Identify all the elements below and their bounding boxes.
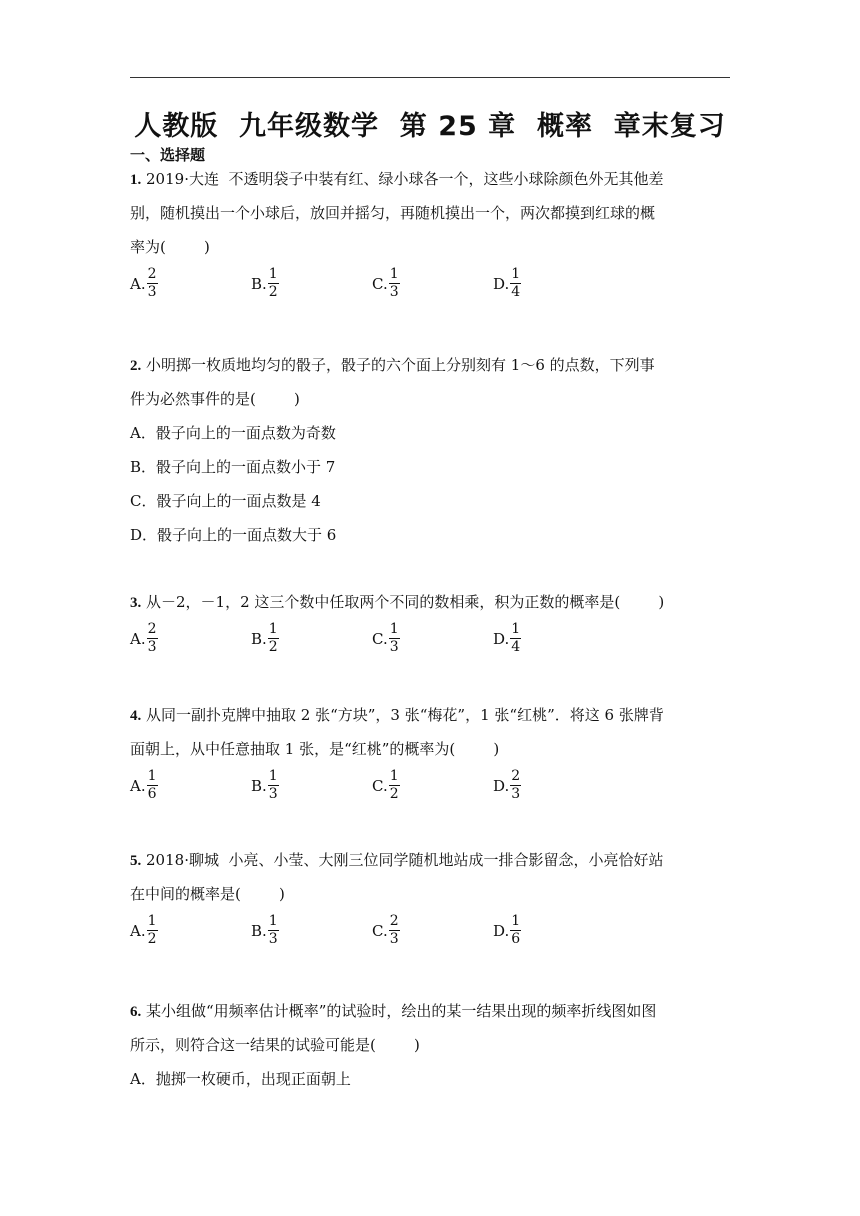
- section-heading: 一、选择题: [130, 146, 206, 164]
- fraction: $\frac{1}{2}$: [268, 621, 278, 655]
- question-5: [130, 843, 730, 959]
- option-a[interactable]: A．骰子向上的一面点数为奇数: [130, 424, 336, 442]
- fraction: $\frac{1}{3}$: [268, 913, 278, 947]
- question-3: [130, 585, 730, 667]
- option-d[interactable]: D. $\frac{1}{4}$: [493, 266, 521, 300]
- option-d[interactable]: D. $\frac{2}{3}$: [493, 768, 521, 802]
- question-4: [130, 698, 730, 814]
- question-line: 在中间的概率是( ): [130, 885, 285, 903]
- answer-options: [130, 913, 730, 959]
- fraction: $\frac{2}{3}$: [147, 621, 157, 655]
- answer-options: [130, 621, 730, 667]
- option-c[interactable]: C. $\frac{1}{2}$: [372, 768, 399, 802]
- option-a[interactable]: A. $\frac{2}{3}$: [130, 266, 157, 300]
- question-line: 2. 小明掷一枚质地均匀的骰子，骰子的六个面上分别刻有 1～6 的点数，下列事: [130, 356, 655, 374]
- answer-options: [130, 768, 730, 814]
- option-a[interactable]: A．抛掷一枚硬币，出现正面朝上: [130, 1070, 351, 1088]
- option-a[interactable]: A. $\frac{1}{2}$: [130, 913, 157, 947]
- fraction: $\frac{1}{4}$: [511, 266, 521, 300]
- question-2: [130, 348, 730, 552]
- fraction: $\frac{1}{3}$: [389, 266, 399, 300]
- fraction: $\frac{1}{6}$: [511, 913, 521, 947]
- fraction: $\frac{2}{3}$: [389, 913, 399, 947]
- question-line: 所示，则符合这一结果的试验可能是( ): [130, 1036, 420, 1054]
- question-line: 3. 从－2，－1，2 这三个数中任取两个不同的数相乘，积为正数的概率是( ): [130, 593, 665, 611]
- fraction: $\frac{1}{6}$: [147, 768, 157, 802]
- option-b[interactable]: B. $\frac{1}{3}$: [251, 913, 278, 947]
- fraction: $\frac{1}{3}$: [389, 621, 399, 655]
- option-b[interactable]: B．骰子向上的一面点数小于 7: [130, 458, 336, 476]
- option-c[interactable]: C．骰子向上的一面点数是 4: [130, 492, 321, 510]
- fraction: $\frac{1}{2}$: [389, 768, 399, 802]
- header-rule: [130, 77, 730, 78]
- option-b[interactable]: B. $\frac{1}{2}$: [251, 621, 278, 655]
- question-6: [130, 994, 730, 1096]
- fraction: $\frac{2}{3}$: [147, 266, 157, 300]
- fraction: $\frac{1}{4}$: [511, 621, 521, 655]
- option-c[interactable]: C. $\frac{1}{3}$: [372, 621, 399, 655]
- question-line: 4. 从同一副扑克牌中抽取 2 张“方块”，3 张“梅花”，1 张“红桃”．将这 6 张牌背: [130, 706, 664, 724]
- question-1: [130, 162, 730, 312]
- option-c[interactable]: C. $\frac{2}{3}$: [372, 913, 399, 947]
- option-d[interactable]: D．骰子向上的一面点数大于 6: [130, 526, 337, 544]
- fraction: $\frac{1}{2}$: [268, 266, 278, 300]
- question-line: 5. 2018·聊城 小亮、小莹、大刚三位同学随机地站成一排合影留念，小亮恰好站: [130, 851, 664, 869]
- answer-options: [130, 266, 730, 312]
- fraction: $\frac{2}{3}$: [511, 768, 521, 802]
- question-line: 率为( ): [130, 238, 210, 256]
- option-b[interactable]: B. $\frac{1}{2}$: [251, 266, 278, 300]
- question-line: 别，随机摸出一个小球后，放回并摇匀，再随机摸出一个，两次都摸到红球的概: [130, 204, 656, 222]
- option-b[interactable]: B. $\frac{1}{3}$: [251, 768, 278, 802]
- option-a[interactable]: A. $\frac{2}{3}$: [130, 621, 157, 655]
- page-title: 人教版 九年级数学 第 25 章 概率 章末复习: [134, 111, 726, 142]
- question-line: 件为必然事件的是( ): [130, 390, 300, 408]
- question-line: 面朝上，从中任意抽取 1 张，是“红桃”的概率为( ): [130, 740, 500, 758]
- question-line: 6. 某小组做“用频率估计概率”的试验时，绘出的某一结果出现的频率折线图如图: [130, 1002, 657, 1020]
- option-a[interactable]: A. $\frac{1}{6}$: [130, 768, 157, 802]
- option-c[interactable]: C. $\frac{1}{3}$: [372, 266, 399, 300]
- option-d[interactable]: D. $\frac{1}{4}$: [493, 621, 521, 655]
- option-d[interactable]: D. $\frac{1}{6}$: [493, 913, 521, 947]
- fraction: $\frac{1}{2}$: [147, 913, 157, 947]
- question-line: 1. 2019·大连 不透明袋子中装有红、绿小球各一个，这些小球除颜色外无其他差: [130, 170, 664, 188]
- fraction: $\frac{1}{3}$: [268, 768, 278, 802]
